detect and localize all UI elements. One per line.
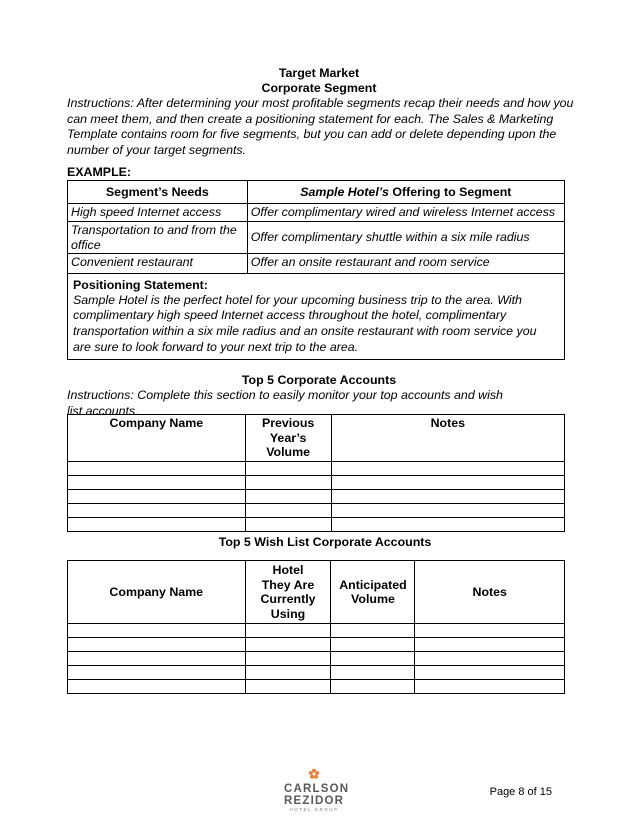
hotel-cell[interactable] [245, 680, 331, 694]
col-notes: Notes [331, 415, 564, 462]
volume-cell[interactable] [331, 666, 415, 680]
carlson-rezidor-logo [284, 768, 350, 812]
top5-header-row [68, 415, 565, 462]
hotel-cell[interactable] [245, 638, 331, 652]
top5-table [67, 414, 565, 532]
company-cell[interactable] [68, 461, 246, 475]
notes-cell[interactable] [331, 489, 564, 503]
notes-cell[interactable] [415, 680, 565, 694]
notes-cell[interactable] [331, 461, 564, 475]
positioning-label: Positioning Statement: [73, 278, 208, 293]
heading-line1: Target Market [278, 66, 360, 80]
col-previous-volume: Previous Year’s Volume [245, 415, 331, 462]
positioning-text: Sample Hotel is the perfect hotel for your upcoming business trip to the area. With complimentary high speed Internet access throughout the hotel, complimentary transportation within a six mile radius and an onsite restaurant with room service you are sure to look forward to your next trip to the area. [73, 292, 537, 354]
need-cell: High speed Internet access [68, 204, 248, 222]
volume-cell[interactable] [245, 517, 331, 531]
table-row [68, 475, 565, 489]
volume-cell[interactable] [331, 624, 415, 638]
positioning-cell [68, 274, 565, 360]
notes-cell[interactable] [415, 638, 565, 652]
segment-instructions: Instructions: After determining your most profitable segments recap their needs and how you can meet them, and then create a positioning statement for each. The Sales & Marketing Template contains room for five segments, but you can add or delete depending upon the number of your target segments. [67, 96, 574, 157]
need-cell: Transportation to and from the office [68, 222, 248, 254]
example-table [67, 180, 565, 360]
col-hotel-offering [247, 181, 564, 204]
heading-line2: Corporate Segment [261, 81, 377, 95]
notes-cell[interactable] [331, 475, 564, 489]
offering-cell: Offer complimentary shuttle within a six mile radius [247, 222, 564, 254]
need-cell: Convenient restaurant [68, 254, 248, 274]
volume-cell[interactable] [245, 503, 331, 517]
table-row [68, 652, 565, 666]
volume-cell[interactable] [245, 489, 331, 503]
company-cell[interactable] [68, 652, 246, 666]
col-segment-needs: Segment’s Needs [68, 181, 248, 204]
col-company-name: Company Name [68, 561, 246, 624]
table-row [68, 254, 565, 274]
hotel-cell[interactable] [245, 652, 331, 666]
top5-instructions: Instructions: Complete this section to easily monitor your top accounts and wish list accounts. [67, 388, 503, 418]
col-notes: Notes [415, 561, 565, 624]
company-cell[interactable] [68, 517, 246, 531]
wishlist-title: Top 5 Wish List Corporate Accounts [218, 535, 432, 549]
company-cell[interactable] [68, 666, 246, 680]
hotel-cell[interactable] [245, 624, 331, 638]
offering-cell: Offer an onsite restaurant and room service [247, 254, 564, 274]
logo-line2: REZIDOR [284, 795, 345, 807]
table-row [68, 489, 565, 503]
notes-cell[interactable] [415, 624, 565, 638]
top5-title: Top 5 Corporate Accounts [241, 373, 397, 387]
company-cell[interactable] [68, 680, 246, 694]
volume-cell[interactable] [331, 638, 415, 652]
wishlist-table [67, 560, 565, 694]
table-row [68, 638, 565, 652]
notes-cell[interactable] [415, 666, 565, 680]
page-number: Page 8 of 15 [489, 786, 552, 798]
example-label: EXAMPLE: [67, 165, 132, 179]
company-cell[interactable] [68, 638, 246, 652]
volume-cell[interactable] [331, 652, 415, 666]
table-row [68, 624, 565, 638]
table-row [68, 503, 565, 517]
table-row [68, 461, 565, 475]
table-row [68, 680, 565, 694]
volume-cell[interactable] [245, 475, 331, 489]
table-row [68, 517, 565, 531]
notes-cell[interactable] [415, 652, 565, 666]
hotel-name-italic: Sample Hotel’s [300, 184, 389, 199]
col-company-name: Company Name [68, 415, 246, 462]
table-row [68, 204, 565, 222]
notes-cell[interactable] [331, 517, 564, 531]
page-heading [0, 66, 638, 96]
example-header-row [68, 181, 565, 204]
volume-cell[interactable] [245, 461, 331, 475]
table-row [68, 222, 565, 254]
volume-cell[interactable] [331, 680, 415, 694]
flower-icon [308, 768, 320, 780]
positioning-row [68, 274, 565, 360]
notes-cell[interactable] [331, 503, 564, 517]
table-row [68, 666, 565, 680]
company-cell[interactable] [68, 624, 246, 638]
company-cell[interactable] [68, 475, 246, 489]
wishlist-header-row [68, 561, 565, 624]
logo-line3: HOTEL GROUP [289, 807, 339, 812]
offering-header-rest: Offering to Segment [388, 184, 512, 199]
col-anticipated-volume: Anticipated Volume [331, 561, 415, 624]
col-hotel-using: Hotel They Are Currently Using [245, 561, 331, 624]
company-cell[interactable] [68, 503, 246, 517]
hotel-cell[interactable] [245, 666, 331, 680]
company-cell[interactable] [68, 489, 246, 503]
offering-cell: Offer complimentary wired and wireless Internet access [247, 204, 564, 222]
logo-line1: CARLSON [284, 783, 350, 795]
